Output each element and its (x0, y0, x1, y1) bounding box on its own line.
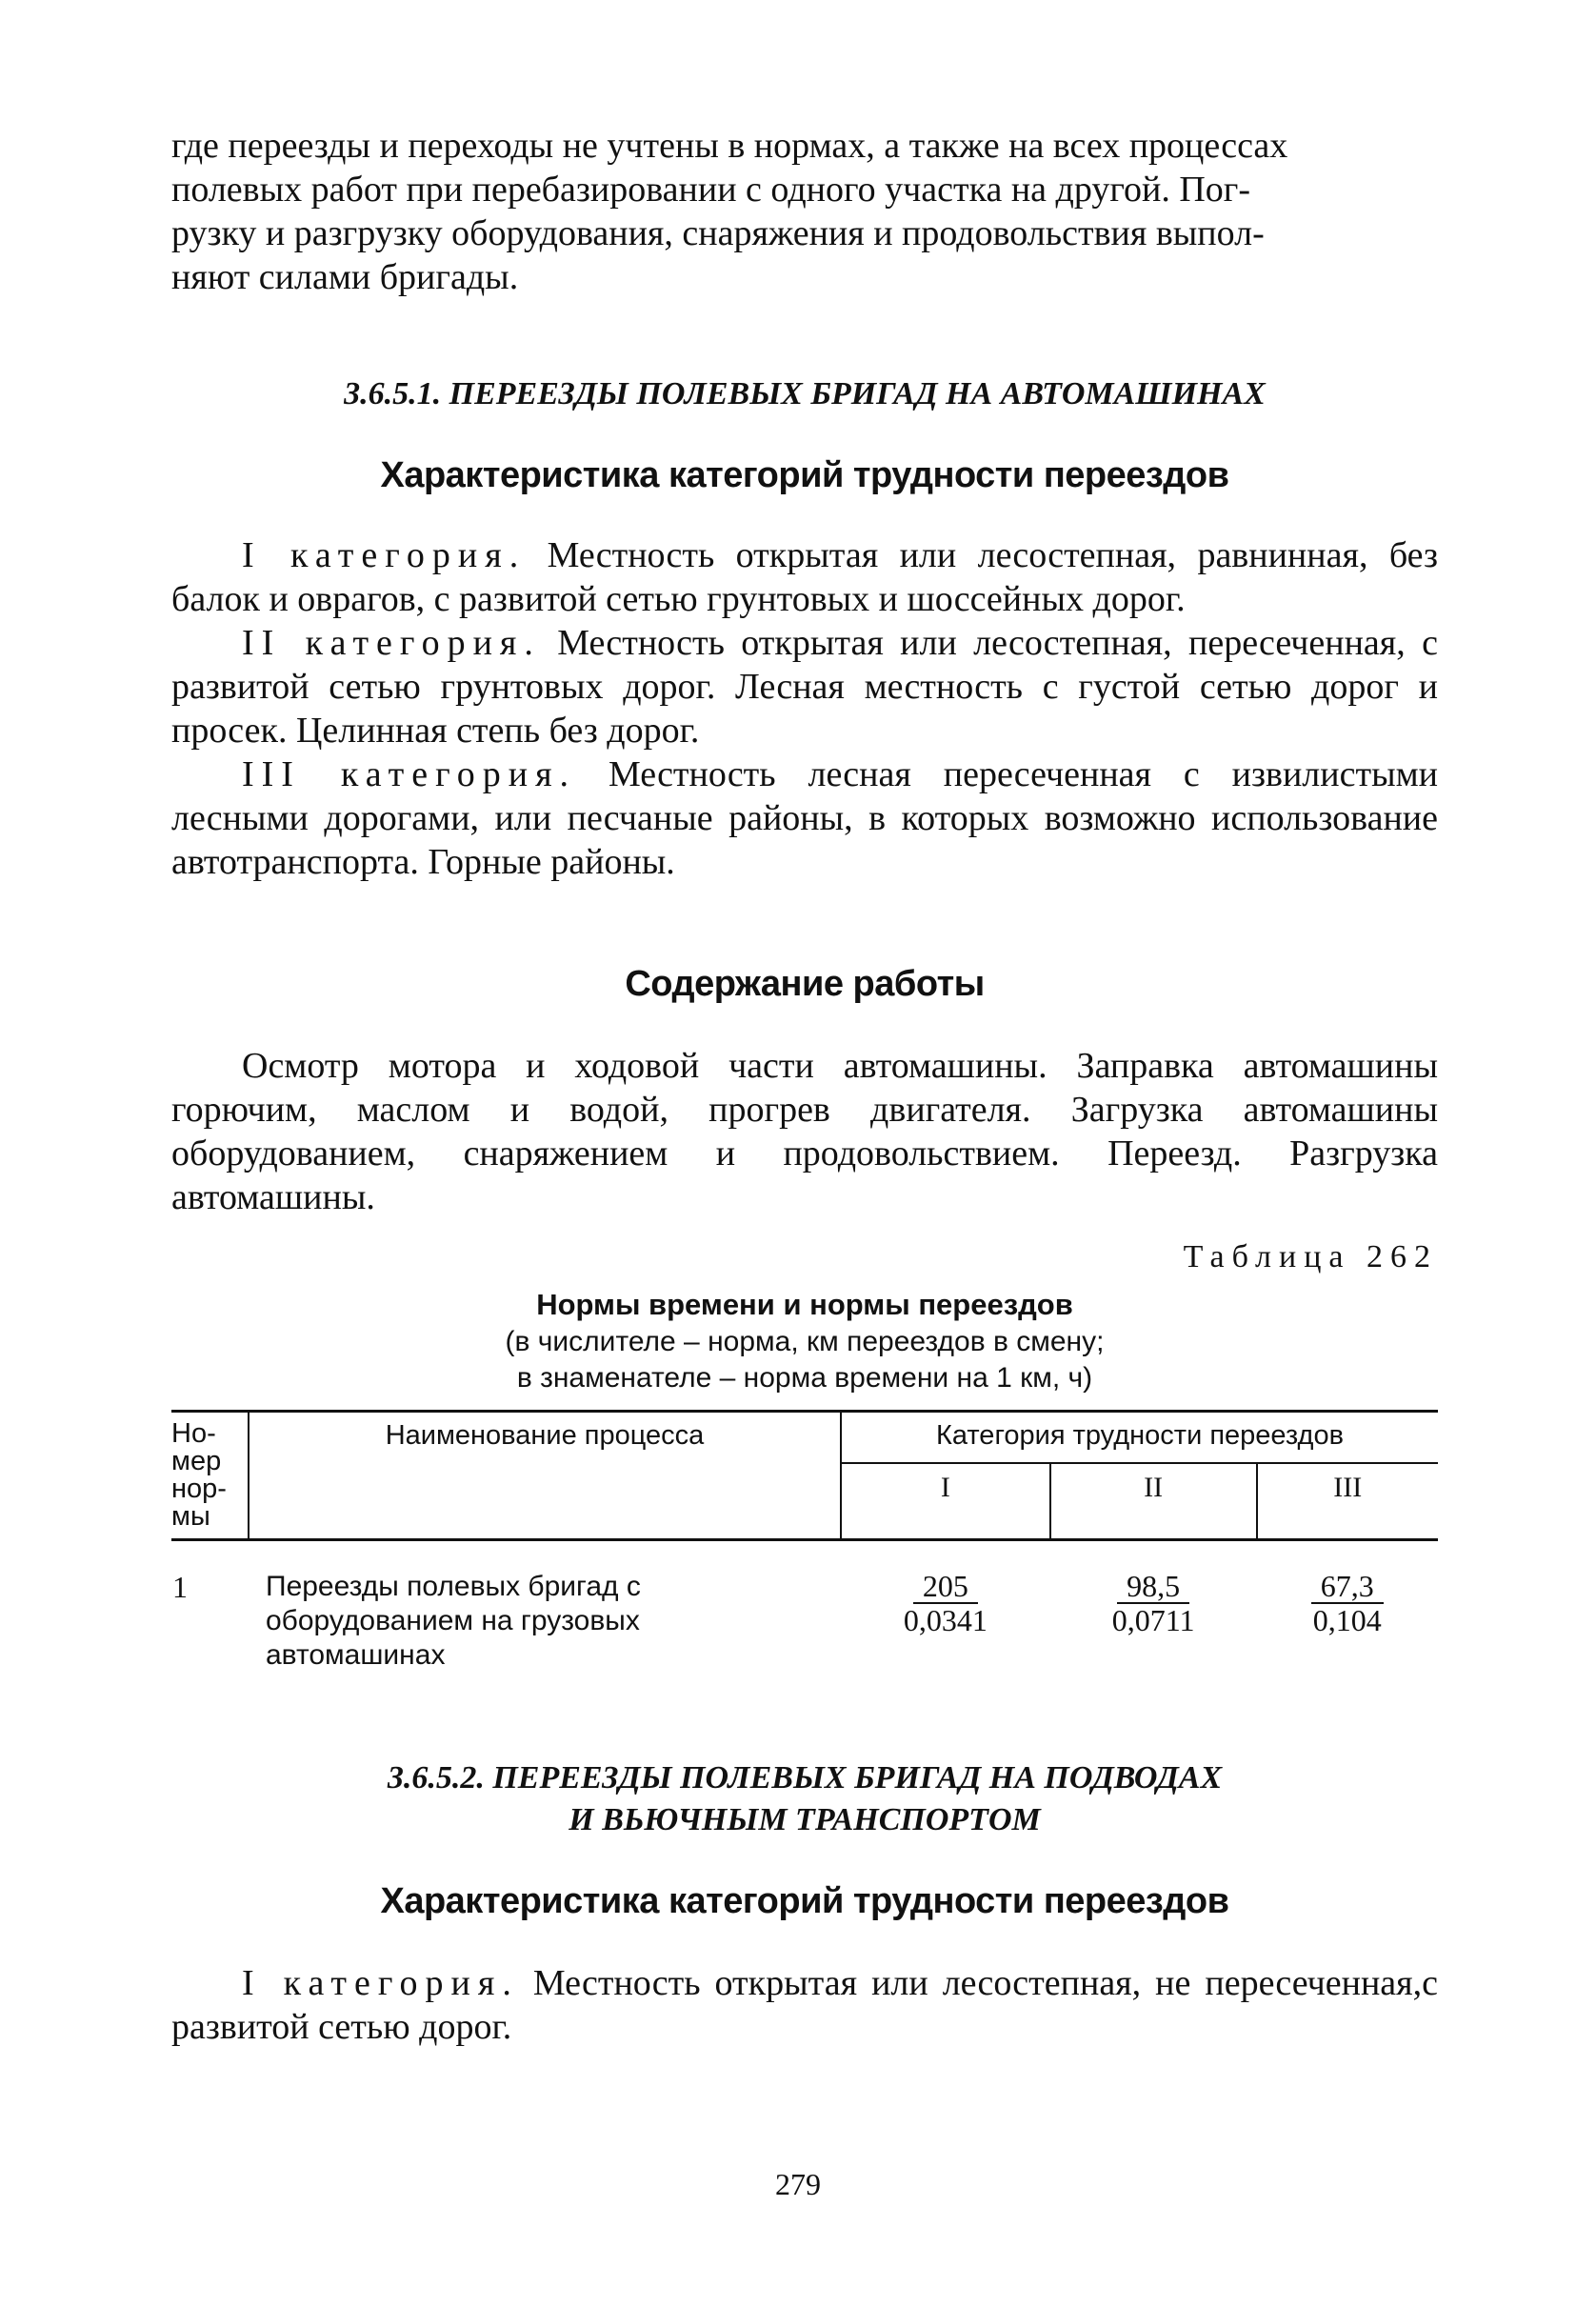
row-process-name: Переезды полевых бригад с оборудованием на грузовых автомашинах (266, 1571, 641, 1671)
category-text: Местность открытая или лесостепная, не пересеченная,с развитой сетью дорог. (171, 1963, 1439, 2047)
category-text: Местность открытая или лесостепная, равнинная, без балок и оврагов, с развитой сетью грунтовых и шоссейных дорог. (171, 535, 1439, 619)
content-heading: Содержание работы (625, 964, 985, 1004)
intro-line: где переезды и переходы не учтены в нормах, а также на всех процессах (171, 126, 1288, 166)
section-title: 3.6.5.1. ПЕРЕЕЗДЫ ПОЛЕВЫХ БРИГАД НА АВТОМАШИНАХ (344, 376, 1266, 411)
value-category-iii (1257, 1540, 1438, 1675)
category-label: II категория. (242, 623, 541, 663)
category-label: I категория. (242, 535, 527, 575)
header-category-ii: II (1050, 1463, 1257, 1540)
page-number: 279 (775, 2167, 821, 2201)
category-paragraph (171, 621, 1438, 752)
table-number: Таблица 262 (1183, 1239, 1438, 1274)
header-category-iii: III (1257, 1463, 1438, 1540)
section-title-line2: И ВЬЮЧНЫМ ТРАНСПОРТОМ (569, 1802, 1041, 1837)
value-category-i (841, 1540, 1050, 1675)
category-text: Местность открытая или лесостепная, пересеченная, с развитой сетью грунтовых дорог. Лесная местность с густой сетью дорог и просек. Целинная степь без дорог. (171, 623, 1439, 751)
header-num-line: мер (171, 1446, 222, 1476)
intro-line: рузку и разгрузку оборудования, снаряжения и продовольствия выпол- (171, 213, 1265, 253)
intro-line: няют силами бригады. (171, 257, 519, 297)
intro-paragraph (171, 124, 1438, 299)
category-label: III категория. (242, 754, 577, 794)
header-category: Категория трудности переездов (841, 1412, 1438, 1464)
table-title: Нормы времени и нормы переездов (536, 1288, 1073, 1321)
category-paragraph (171, 1961, 1438, 2049)
header-norm-number (171, 1412, 249, 1540)
document-page (171, 124, 1438, 2049)
category-paragraph (171, 752, 1438, 884)
category-paragraph (171, 533, 1438, 621)
content-paragraph: Осмотр мотора и ходовой части автомашины. Заправка автомашины горючим, маслом и водой, прогрев двигателя. Загрузка автомашины оборудованием, снаряжением и продовольствием. Переезд. Разгрузка автомашины. (171, 1046, 1438, 1217)
table-row (171, 1540, 1438, 1675)
denominator: 0,0341 (903, 1603, 988, 1637)
header-num-line: мы (171, 1501, 210, 1532)
subheading: Характеристика категорий трудности переездов (380, 1881, 1229, 1921)
header-num-line: Но- (171, 1418, 216, 1449)
category-text: Местность лесная пересеченная с извилистыми лесными дорогами, или песчаные районы, в которых возможно использование автотранспорта. Горные районы. (171, 754, 1438, 882)
subheading: Характеристика категорий трудности переездов (380, 455, 1229, 495)
norms-table (171, 1410, 1438, 1674)
table-note: в знаменателе – норма времени на 1 км, ч) (516, 1362, 1093, 1394)
denominator: 0,104 (1312, 1603, 1382, 1637)
value-category-ii (1050, 1540, 1257, 1675)
header-process-name: Наименование процесса (249, 1412, 841, 1540)
header-num-line: нор- (171, 1474, 227, 1504)
header-category-i: I (841, 1463, 1050, 1540)
denominator: 0,0711 (1111, 1603, 1195, 1637)
section-title: 3.6.5.2. ПЕРЕЕЗДЫ ПОЛЕВЫХ БРИГАД НА ПОДВОДАХ (387, 1760, 1223, 1795)
category-label: I категория. (242, 1963, 519, 2003)
numerator: 98,5 (1117, 1570, 1189, 1604)
numerator: 67,3 (1311, 1570, 1384, 1604)
intro-line: полевых работ при перебазировании с одного участка на другой. Пог- (171, 170, 1251, 210)
table-note: (в числителе – норма, км переездов в смену; (505, 1326, 1105, 1357)
numerator: 205 (913, 1570, 978, 1604)
row-norm-number: 1 (172, 1570, 188, 1604)
